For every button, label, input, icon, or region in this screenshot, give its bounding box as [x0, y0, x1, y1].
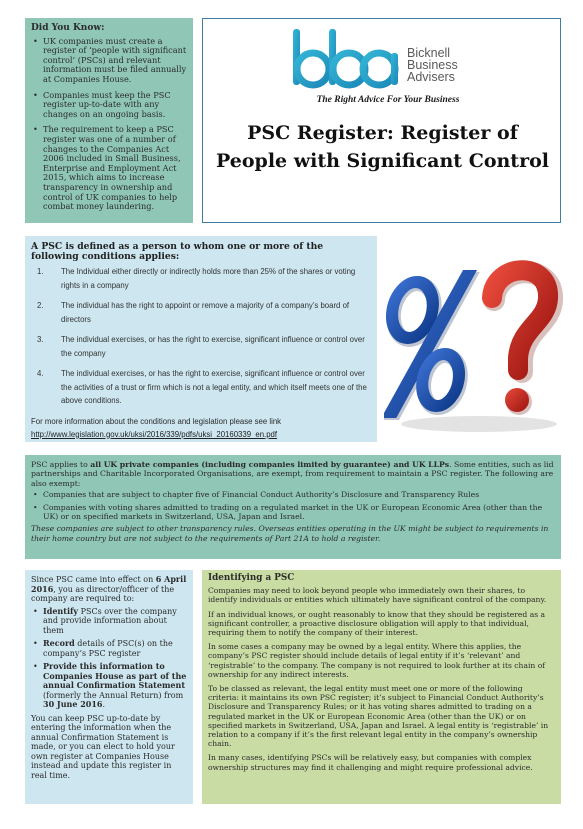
percent-question-icon — [384, 242, 564, 442]
condition-number: 1. — [37, 267, 44, 276]
header-panel — [202, 18, 561, 223]
condition-number: 3. — [37, 335, 44, 344]
applies-note: These companies are subject to other transparency rules. Overseas entities operating in the UK might be subject to requirements in their home country but are not subject to the requirements of Part 21A to hold a register. — [31, 524, 549, 543]
condition-item — [31, 367, 371, 408]
requirement-bold: Identify — [43, 605, 79, 616]
did-you-know-list — [31, 37, 187, 212]
logo-line: Business — [407, 58, 458, 72]
applies-lead-bold: all UK private companies (including companies limited by guarantee) and UK LLPs — [90, 460, 450, 469]
conditions-list — [31, 265, 371, 408]
since-intro-text: Since PSC came into effect on — [31, 575, 156, 584]
list-item: • The requirement to keep a PSC register was one of a number of changes to the Companies Act 2006 included in Small Business, Enterprise and Employment Act 2015, which aims to increase transparency in ownership and control of UK companies to help combat money laundering. — [31, 125, 187, 211]
identifying-paragraph: Companies may need to look beyond people who immediately own their shares, to identify individuals or entities which ultimately have significant control of the company. — [208, 586, 547, 605]
requirement-bold: Provide this information to Companies House as part of the annual Confirmation Statement — [43, 661, 187, 690]
tagline: The Right Advice For Your Business — [316, 95, 460, 105]
since-intro-text: , you as director/officer of the company are required to: — [31, 584, 175, 603]
page-title: PSC Register: Register of People with Significant Control — [216, 122, 549, 172]
logo-line: Bicknell — [407, 46, 451, 60]
condition-text: The individual has the right to appoint or remove a majority of a company’s board of directors — [61, 301, 350, 324]
bba-logo-mark — [291, 27, 401, 93]
more-info — [31, 415, 371, 441]
logo-wordmark — [407, 47, 458, 83]
condition-item — [31, 265, 371, 292]
list-item: • Companies that are subject to chapter five of Financial Conduct Authority’s Disclosure and Transparency Rules — [31, 490, 555, 499]
condition-item — [31, 333, 371, 360]
list-item: • UK companies must create a register of ‘people with significant control’ (PSCs) and relevant information must be filed annually at Companies House. — [31, 37, 187, 85]
condition-item — [31, 299, 371, 326]
condition-number: 4. — [37, 369, 44, 378]
psc-definition-panel — [25, 236, 377, 442]
requirement-date: 30 June 2016 — [43, 699, 103, 709]
identifying-heading: Identifying a PSC — [208, 573, 295, 583]
requirement-text: (formerly the Annual Return) from — [43, 690, 184, 700]
since-intro-date: 6 April 2016 — [31, 574, 187, 594]
condition-text: The individual exercises, or has the right to exercise, significant influence or control over the activities of a trust or firm which is not a legal entity, and which itself meets one of the above conditions. — [61, 369, 367, 405]
condition-number: 2. — [37, 301, 44, 310]
identifying-paragraph: If an individual knows, or ought reasonably to know that they should be registered as a significant controller, a proactive disclosure obligation will apply to that individual, requiring them to notify the company of their interest. — [208, 609, 546, 638]
psc-applies-panel — [25, 455, 561, 559]
requirement-text: PSCs over the company and provide information about them — [43, 606, 177, 635]
did-you-know-panel — [25, 18, 193, 223]
exempt-list — [31, 490, 555, 521]
list-item — [31, 662, 187, 710]
list-item: • Companies must keep the PSC register up-to-date with any changes on an ongoing basis. — [31, 91, 187, 120]
did-you-know-heading: Did You Know: — [31, 23, 105, 33]
list-item — [31, 639, 187, 658]
requirement-tail: . — [102, 700, 106, 709]
applies-lead-rest: . Some entities, such as lid partnerships and Charitable Incorporated Organisations, are exempt, from requirement to maintain a PSC register. The following are also exempt: — [31, 460, 554, 488]
since-intro — [31, 575, 187, 604]
identifying-paragraph: In some cases a company may be owned by a legal entity. Where this applies, the company’s PSC register should include details of legal entity if it’s ‘relevant’ and ‘registrable’ to the company. The company is not required to look further at its chain of ownership for any indirect interests. — [208, 642, 546, 679]
identifying-paragraph: To be classed as relevant, the legal entity must meet one or more of the following criteria: it maintains its own PSC register; it’s subject to Financial Conduct Authority’s Disclosure and Transparency Rules; or it has voting shares admitted to trading on a regulated market in the UK or European Economic Area (other than the UK) or on specified markets in Switzerland, USA, Japan and Israel. A legal entity is ‘registrable’ in relation to a company if it’s the first relevant legal entity in the company’s ownership chain. — [208, 684, 549, 749]
since-outro: You can keep PSC up-to-date by entering the information when the annual Confirmation Statement is made, or you can elect to hold your own register at Companies House instead and update this register in real time. — [31, 713, 175, 780]
applies-lead — [31, 460, 555, 488]
more-info-text: For more information about the conditions and legislation please see link — [31, 416, 282, 426]
list-item — [31, 607, 187, 636]
director-requirements-panel — [25, 570, 193, 804]
condition-text: The individual exercises, or has the right to exercise, significant influence or control over the company — [61, 335, 365, 358]
applies-lead-plain: PSC applies to — [31, 460, 91, 469]
requirement-text: details of PSC(s) on the company’s PSC register — [43, 639, 173, 658]
condition-text: The Individual either directly or indirectly holds more than 25% of the shares or voting rights in a company — [61, 267, 356, 290]
requirements-list — [31, 607, 187, 710]
definition-heading: A PSC is defined as a person to whom one or more of the following conditions applies: — [31, 241, 324, 262]
requirement-bold: Record — [43, 638, 75, 648]
percent-question-graphic — [384, 242, 564, 442]
logo-line: Advisers — [407, 70, 455, 84]
identifying-paragraph: In many cases, identifying PSCs will be relatively easy, but companies with complex ownership structures may find it challenging and might require professional advice. — [208, 753, 533, 772]
list-item: • Companies with voting shares admitted to trading on a regulated market in the UK or European Economic Area (other than the UK) or on specified markets in Switzerland, USA, Japan and Israel. — [31, 503, 555, 522]
company-logo — [291, 27, 521, 97]
identifying-psc-panel — [202, 570, 561, 804]
legislation-link[interactable]: http://www.legislation.gov.uk/uksi/2016/339/pdfs/uksi_20160339_en.pdf — [31, 429, 278, 439]
